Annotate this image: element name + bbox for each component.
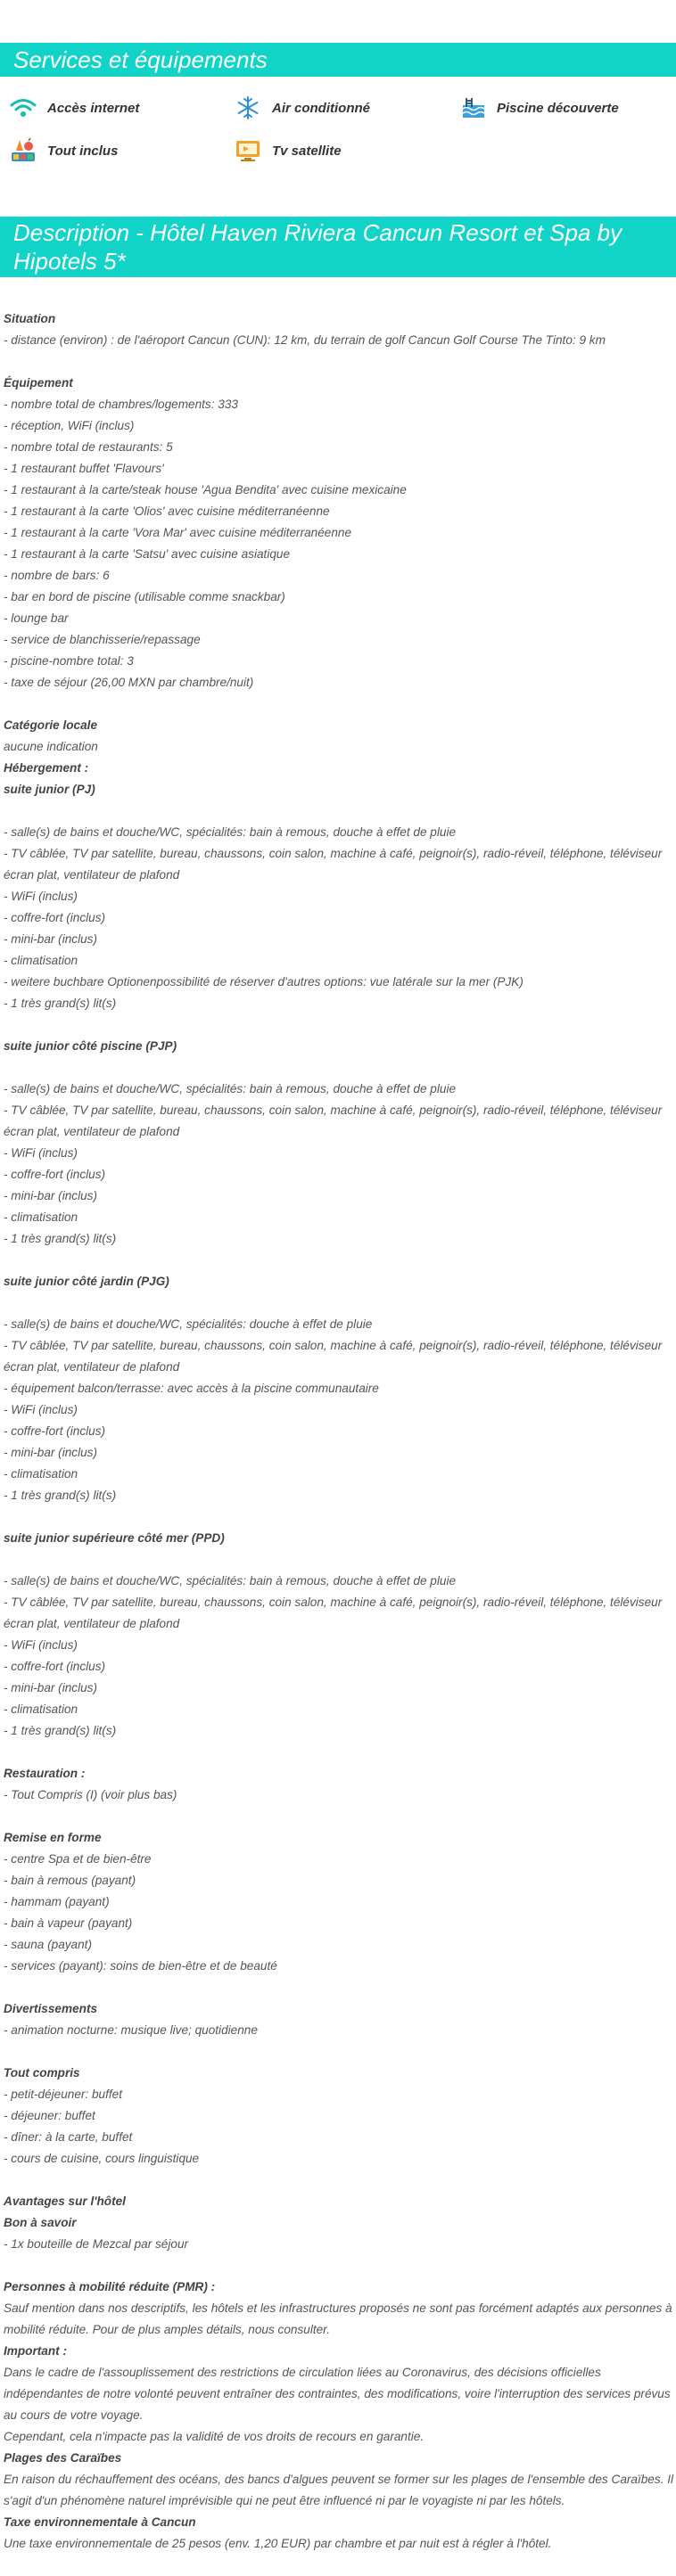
list-line: - TV câblée, TV par satellite, bureau, chaussons, coin salon, machine à café, peignoir(s), radio-réveil, téléphone, téléviseur écran plat, ventilateur de plafond (4, 1596, 663, 1630)
all-inclusive-list (4, 2084, 674, 2170)
list-line: - 1 restaurant buffet 'Flavours' (4, 462, 164, 475)
list-line: - piscine-nombre total: 3 (4, 654, 134, 668)
list-line: - centre Spa et de bien-être (4, 1852, 152, 1866)
list-line: - mini-bar (inclus) (4, 1681, 97, 1694)
list-line: - WiFi (inclus) (4, 890, 78, 903)
section-heading: Divertissements (4, 2002, 98, 2015)
section-heading: Personnes à mobilité réduite (PMR) : (4, 2280, 216, 2293)
feature-label: Tv satellite (272, 143, 342, 159)
feature-label: Accès internet (47, 100, 140, 116)
list-line: - bain à remous (payant) (4, 1874, 136, 1887)
list-line: - weitere buchbare Optionenpossibilité de réserver d'autres options: vue latérale sur la mer (PJK) (4, 975, 523, 989)
tv-icon (234, 138, 262, 163)
feature-pool (458, 96, 619, 119)
section-heading: Bon à savoir (4, 2216, 77, 2229)
room-features-list (4, 1571, 674, 1742)
equipment-list (4, 394, 674, 693)
section-heading: Restauration : (4, 1767, 86, 1780)
list-line: - mini-bar (inclus) (4, 1446, 97, 1459)
important-text: Dans le cadre de l'assouplissement des restrictions de circulation liées au Coronavirus, des décisions officielles indépendantes de notre volonté peuvent entraîner des contraintes, des modifications, voire l'interruption des services prévus au cours de votre voyage. (4, 2366, 671, 2422)
section-heading: Équipement (4, 376, 73, 390)
list-line: - petit-déjeuner: buffet (4, 2088, 122, 2101)
restaurant-list (4, 1784, 674, 1806)
list-line: - WiFi (inclus) (4, 1146, 78, 1160)
room-features-list (4, 1314, 674, 1506)
section-heading: Important : (4, 2344, 67, 2358)
list-line: - salle(s) de bains et douche/WC, spécialités: douche à effet de pluie (4, 1317, 373, 1331)
list-line: - hammam (payant) (4, 1895, 110, 1908)
good-to-know-list (4, 2234, 674, 2255)
list-line: - service de blanchisserie/repassage (4, 633, 201, 646)
tax-text: Une taxe environnementale de 25 pesos (env. 1,20 EUR) par chambre et par nuit est à régler à l'hôtel. (4, 2537, 552, 2550)
beaches-text: En raison du réchauffement des océans, des bancs d'algues peuvent se former sur les plages de l'ensemble des Caraïbes. Il s'agit d'un phénomène naturel imprévisible qui ne peut être influencé ni par le voyagiste ni par les hôtels. (4, 2473, 674, 2507)
list-line: - bar en bord de piscine (utilisable comme snackbar) (4, 590, 285, 603)
section-heading: Plages des Caraïbes (4, 2451, 122, 2465)
list-line: - salle(s) de bains et douche/WC, spécialités: bain à remous, douche à effet de pluie (4, 1574, 457, 1587)
list-line: - coffre-fort (inclus) (4, 911, 106, 924)
list-line: - réception, WiFi (inclus) (4, 419, 135, 432)
section-heading: Situation (4, 312, 56, 325)
list-line: - 1 très grand(s) lit(s) (4, 1232, 117, 1245)
list-line: - nombre total de restaurants: 5 (4, 440, 173, 454)
list-line: - équipement balcon/terrasse: avec accès à la piscine communautaire (4, 1382, 379, 1395)
list-line: - bain à vapeur (payant) (4, 1916, 133, 1930)
feature-label: Piscine découverte (497, 100, 619, 116)
list-line: - TV câblée, TV par satellite, bureau, chaussons, coin salon, machine à café, peignoir(s), radio-réveil, téléphone, téléviseur écran plat, ventilateur de plafond (4, 1103, 663, 1138)
room-features-list (4, 1079, 674, 1250)
list-line: - 1 restaurant à la carte 'Satsu' avec cuisine asiatique (4, 547, 291, 561)
section-heading: Remise en forme (4, 1831, 102, 1844)
list-line: - 1 très grand(s) lit(s) (4, 1724, 117, 1737)
section-heading: Taxe environnementale à Cancun (4, 2515, 196, 2529)
feature-internet (9, 96, 139, 119)
section-heading: Tout compris (4, 2066, 80, 2080)
section-heading: Hébergement : (4, 761, 89, 775)
snowflake-icon (234, 95, 262, 120)
list-line: - lounge bar (4, 611, 69, 625)
entertainment-list (4, 2020, 674, 2041)
list-line: - animation nocturne: musique live; quotidienne (4, 2023, 258, 2037)
pool-icon (458, 95, 487, 120)
room-heading: suite junior (PJ) (4, 783, 95, 796)
list-line: - TV câblée, TV par satellite, bureau, chaussons, coin salon, machine à café, peignoir(s), radio-réveil, téléphone, téléviseur écran plat, ventilateur de plafond (4, 847, 663, 882)
list-line: - WiFi (inclus) (4, 1638, 78, 1652)
list-line: - 1 restaurant à la carte/steak house 'Agua Bendita' avec cuisine mexicaine (4, 483, 407, 496)
list-line: - nombre total de chambres/logements: 333 (4, 398, 238, 411)
list-line: - climatisation (4, 1702, 78, 1716)
wifi-icon (9, 95, 37, 120)
list-line: - climatisation (4, 1467, 78, 1481)
room-heading: suite junior supérieure côté mer (PPD) (4, 1531, 225, 1545)
feature-label: Air conditionné (272, 100, 370, 116)
list-line: - coffre-fort (inclus) (4, 1168, 106, 1181)
list-line: - Tout Compris (I) (voir plus bas) (4, 1788, 177, 1801)
all-inclusive-icon (9, 138, 37, 163)
feature-label: Tout inclus (47, 143, 119, 159)
list-line: - cours de cuisine, cours linguistique (4, 2152, 200, 2165)
important-text-2: Cependant, cela n'impacte pas la validité de vos droits de recours en garantie. (4, 2430, 425, 2443)
list-line: - climatisation (4, 954, 78, 967)
feature-tv (234, 139, 342, 162)
description-body (4, 308, 674, 2555)
room-heading: suite junior côté jardin (PJG) (4, 1275, 169, 1288)
list-line: - coffre-fort (inclus) (4, 1660, 106, 1673)
room-features-list (4, 822, 674, 1014)
list-line: - mini-bar (inclus) (4, 1189, 97, 1202)
category-value: aucune indication (4, 740, 98, 753)
feature-all-inclusive (9, 139, 118, 162)
services-title: Services et équipements (13, 46, 268, 73)
list-line: - coffre-fort (inclus) (4, 1424, 106, 1438)
room-heading: suite junior côté piscine (PJP) (4, 1039, 177, 1053)
list-line: - déjeuner: buffet (4, 2109, 95, 2122)
section-heading: Catégorie locale (4, 718, 98, 732)
list-line: - 1 restaurant à la carte 'Olios' avec cuisine méditerranéenne (4, 505, 330, 518)
list-line: - 1 très grand(s) lit(s) (4, 997, 117, 1010)
list-line: - mini-bar (inclus) (4, 932, 97, 946)
list-line: - 1x bouteille de Mezcal par séjour (4, 2237, 189, 2251)
list-line: - services (payant): soins de bien-être et de beauté (4, 1959, 277, 1973)
list-line: - dîner: à la carte, buffet (4, 2130, 133, 2144)
description-banner (0, 217, 676, 277)
section-heading: Avantages sur l'hôtel (4, 2195, 126, 2208)
services-banner (0, 43, 676, 77)
list-line: - WiFi (inclus) (4, 1403, 78, 1416)
feature-aircon (234, 96, 370, 119)
fitness-list (4, 1849, 674, 1977)
situation-list (4, 330, 674, 351)
list-line: - climatisation (4, 1210, 78, 1224)
list-line: - salle(s) de bains et douche/WC, spécialités: bain à remous, douche à effet de pluie (4, 825, 457, 839)
list-line: - 1 très grand(s) lit(s) (4, 1489, 117, 1502)
list-line: - TV câblée, TV par satellite, bureau, chaussons, coin salon, machine à café, peignoir(s), radio-réveil, téléphone, téléviseur écran plat, ventilateur de plafond (4, 1339, 663, 1374)
list-line: - salle(s) de bains et douche/WC, spécialités: bain à remous, douche à effet de pluie (4, 1082, 457, 1095)
list-line: - nombre de bars: 6 (4, 569, 110, 582)
description-title: Description - Hôtel Haven Riviera Cancun Resort et Spa by Hipotels 5* (13, 219, 622, 275)
list-line: - sauna (payant) (4, 1938, 92, 1951)
pmr-text: Sauf mention dans nos descriptifs, les hôtels et les infrastructures proposés ne sont pas forcément adaptés aux personnes à mobilité réduite. Pour de plus amples détails, nous consulter. (4, 2301, 672, 2336)
list-line: - 1 restaurant à la carte 'Vora Mar' avec cuisine méditerranéenne (4, 526, 352, 539)
list-line: - taxe de séjour (26,00 MXN par chambre/nuit) (4, 676, 254, 689)
list-line: - distance (environ) : de l'aéroport Cancun (CUN): 12 km, du terrain de golf Cancun Golf Course The Tinto: 9 km (4, 333, 606, 347)
